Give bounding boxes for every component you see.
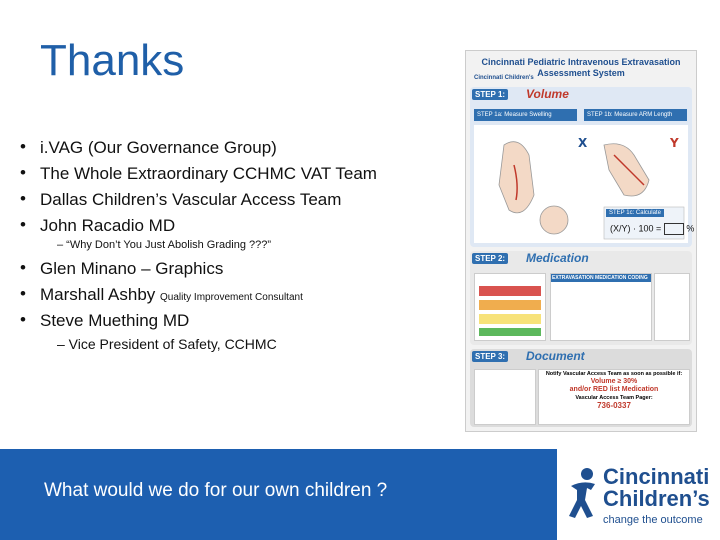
- poster-step-volume: [470, 87, 695, 247]
- step-header: [470, 349, 692, 365]
- step-header: [470, 251, 692, 267]
- role-caption: Quality Improvement Consultant: [160, 292, 303, 303]
- footer-question: What would we do for our own children ?: [44, 480, 388, 501]
- logo-line-1: Cincinnati: [603, 464, 710, 489]
- notify-box: Notify Vascular Access Team as soon as possible if: Volume ≥ 30% and/or RED list Medication Vascular Access Team Pager: 736-0337: [538, 369, 690, 425]
- bullet-icon: •: [20, 189, 26, 208]
- logo-line-2: Children’s: [603, 486, 710, 511]
- step-tag: STEP 2:: [472, 253, 508, 264]
- step-1b-label: STEP 1b: Measure ARM Length: [584, 109, 687, 121]
- sub-bullet: – “Why Don’t You Just Abolish Grading ???”: [57, 239, 272, 251]
- logo-tagline: change the outcome: [603, 514, 703, 526]
- step-1c-label: STEP 1c: Calculate: [606, 209, 664, 217]
- volume-formula: (X/Y) · 100 = %: [610, 223, 695, 234]
- poster-step-medication: [470, 251, 692, 345]
- medication-coding-box: EXTRAVASATION MEDICATION CODING: [550, 273, 652, 341]
- document-screenshot: [474, 369, 536, 425]
- medication-notes: [654, 273, 690, 341]
- child-figure-icon: [565, 466, 601, 520]
- step-name: Medication: [526, 251, 589, 265]
- bullet-icon: •: [20, 137, 26, 156]
- bullet-icon: •: [20, 284, 26, 303]
- step-tag: STEP 3:: [472, 351, 508, 362]
- step-header: [470, 87, 692, 103]
- extravasation-poster: [465, 50, 697, 432]
- svg-text:X: X: [578, 136, 588, 150]
- poster-brand: Cincinnati Children's: [474, 75, 534, 81]
- bullet-icon: •: [20, 310, 26, 329]
- cincinnati-childrens-logo: [565, 460, 715, 530]
- step-tag: STEP 1:: [472, 89, 508, 100]
- page-title: Thanks: [40, 36, 185, 85]
- medication-color-chart: [474, 273, 546, 341]
- step-name: Document: [526, 349, 585, 363]
- svg-text:Y: Y: [670, 136, 679, 150]
- sub-bullet: – Vice President of Safety, CCHMC: [57, 336, 277, 352]
- poster-step-document: [470, 349, 692, 427]
- bullet-icon: •: [20, 163, 26, 182]
- bullet-icon: •: [20, 258, 26, 277]
- poster-title: Cincinnati Pediatric Intravenous Extravasation Assessment System: [481, 57, 681, 78]
- bullet-icon: •: [20, 215, 26, 234]
- step-name: Volume: [526, 87, 569, 101]
- step-1a-label: STEP 1a: Measure Swelling: [474, 109, 577, 121]
